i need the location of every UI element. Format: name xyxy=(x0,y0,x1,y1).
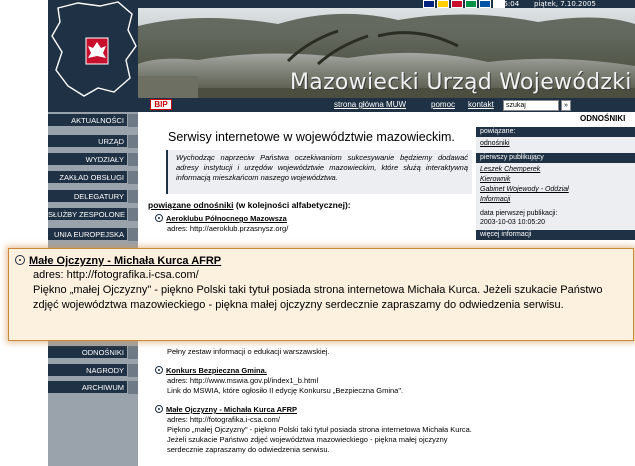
link-icon xyxy=(155,366,163,374)
publisher-unit-cont[interactable]: Informacji xyxy=(480,196,511,203)
menu-arrow-icon xyxy=(128,364,138,377)
menu-arrow-icon xyxy=(128,190,138,203)
list-item xyxy=(155,366,475,396)
entry-title-link[interactable]: Małe Ojczyzny - Michała Kurca AFRP xyxy=(166,405,298,414)
menu-arrow-icon xyxy=(128,114,138,127)
menu-arrow-icon xyxy=(128,228,138,241)
link-icon xyxy=(15,255,25,265)
menu-arrow-icon xyxy=(128,171,138,184)
language-flags xyxy=(423,0,505,8)
entry-description: Piękno „małej Ojczyzny" - piękno Polski taki tytuł posiada strona internetowa Michała Kurca. Jeżeli szukacie Państwo zdjęć województwa mazowieckiego - piękna małej ojczyzny serdecznie zapraszamy do odwiedzenia serwisu. xyxy=(167,425,472,454)
breadcrumb: ODNOŚNIKI xyxy=(580,114,626,123)
entry-title-link[interactable]: Aeroklubu Północnego Mazowsza xyxy=(166,214,287,223)
menu-item-service-unit[interactable]: ZAKŁAD OBSŁUGI xyxy=(48,171,127,184)
related-links-label[interactable]: powiązane odnośniki xyxy=(148,200,234,210)
tooltip-description: Piękno „małej Ojczyzny" - piękno Polski taki tytuł posiada strona internetowa Michała Kurca. Jeżeli szukacie Państwo zdjęć województwa mazowieckiego - piękna małej ojczyzny serdecznie zapraszamy do odwiedzenia serwisu. xyxy=(33,284,603,311)
nav-contact-link[interactable]: kontakt xyxy=(468,100,494,109)
menu-arrow-icon xyxy=(128,346,138,359)
clock: 15:04 xyxy=(499,0,520,8)
link-icon xyxy=(155,214,163,222)
menu-item-departments[interactable]: WYDZIAŁY xyxy=(48,153,127,166)
menu-arrow-icon xyxy=(128,135,138,148)
first-publication-label: data pierwszej publikacji: xyxy=(480,210,558,217)
menu-item-services[interactable]: SŁUŻBY ZESPOLONE xyxy=(48,208,127,221)
flag-de-icon[interactable] xyxy=(437,0,449,8)
related-links-link[interactable]: odnośniki xyxy=(480,140,510,147)
menu-item-links[interactable]: ODNOŚNIKI xyxy=(48,346,127,359)
nav-home-link[interactable]: strona główna MUW xyxy=(334,100,407,109)
mazovia-map-logo[interactable] xyxy=(48,0,138,112)
intro-text: Wychodząc naprzeciw Państwa oczekiwaniom sukcesywanie będziemy dodawać adresy instytucji i urzędów województwie mazowieckim, które służą interaktywną informacją mieszkańcom naszego województwa. xyxy=(166,150,472,194)
list-item xyxy=(155,405,475,455)
menu-item-office[interactable]: URZĄD xyxy=(48,135,127,148)
flag-es-icon[interactable] xyxy=(451,0,463,8)
nav-help-link[interactable]: pomoc xyxy=(431,100,456,109)
link-tooltip xyxy=(8,248,634,341)
tooltip-address: adres: http://fotografika.i-csa.com/ xyxy=(33,269,199,281)
site-title: Mazowiecki Urząd Wojewódzki xyxy=(290,70,632,95)
menu-arrow-icon xyxy=(128,153,138,166)
more-info-header[interactable]: więcej informacji xyxy=(476,230,635,240)
first-publisher-header: pierwszy publikujący xyxy=(476,153,635,163)
entry-address: adres: http://aeroklub.przasnysz.org/ xyxy=(167,224,289,233)
first-publication-date: 2003-10-03 10:05:20 xyxy=(480,219,545,226)
menu-item-archive[interactable]: ARCHIWUM xyxy=(48,381,127,394)
link-icon xyxy=(155,405,163,413)
menu-item-news[interactable]: AKTUALNOŚCI xyxy=(48,114,127,127)
entry-address: adres: http://fotografika.i-csa.com/ xyxy=(167,415,280,424)
menu-item-awards[interactable]: NAGRODY xyxy=(48,364,127,377)
entry-description: Link do MSWIA, które ogłosiło II edycję Konkursu „Bezpieczna Gmina". xyxy=(167,386,404,395)
related-links-heading xyxy=(148,200,351,210)
entry-address: adres: http://www.mswia.gov.pl/index1_b.html xyxy=(167,376,319,385)
entry-title-link[interactable]: Konkurs Bezpieczna Gmina. xyxy=(166,366,267,375)
related-box-header: powiązane: xyxy=(476,127,635,137)
search-input[interactable] xyxy=(503,100,559,111)
flag-it-icon[interactable] xyxy=(465,0,477,8)
menu-item-delegations[interactable]: DELEGATURY xyxy=(48,190,127,203)
list-item xyxy=(155,347,475,357)
related-links-suffix: (w kolejności alfabetycznej): xyxy=(233,200,351,210)
flag-fr-icon[interactable] xyxy=(479,0,491,8)
page-title: Serwisy internetowe w województwie mazowieckim. xyxy=(168,130,455,144)
bip-logo[interactable]: BIP xyxy=(150,99,172,110)
menu-item-eu[interactable]: UNIA EUROPEJSKA xyxy=(48,228,127,241)
publisher-unit[interactable]: Gabinet Wojewody - Oddział xyxy=(480,186,569,193)
header-photo xyxy=(138,6,635,112)
entry-description: Pełny zestaw informacji o edukacji warszawskiej. xyxy=(167,347,330,356)
menu-arrow-icon xyxy=(128,381,138,394)
current-date: piątek, 7.10.2005 xyxy=(534,0,596,8)
publisher-role[interactable]: Kierownik xyxy=(480,176,511,183)
tooltip-title[interactable]: Małe Ojczyzny - Michała Kurca AFRP xyxy=(29,255,222,267)
publisher-name[interactable]: Leszek Chemperek xyxy=(480,166,541,173)
list-item xyxy=(155,214,475,234)
menu-arrow-icon xyxy=(128,208,138,221)
search-button[interactable]: » xyxy=(561,100,571,111)
flag-en-icon[interactable] xyxy=(423,0,435,8)
